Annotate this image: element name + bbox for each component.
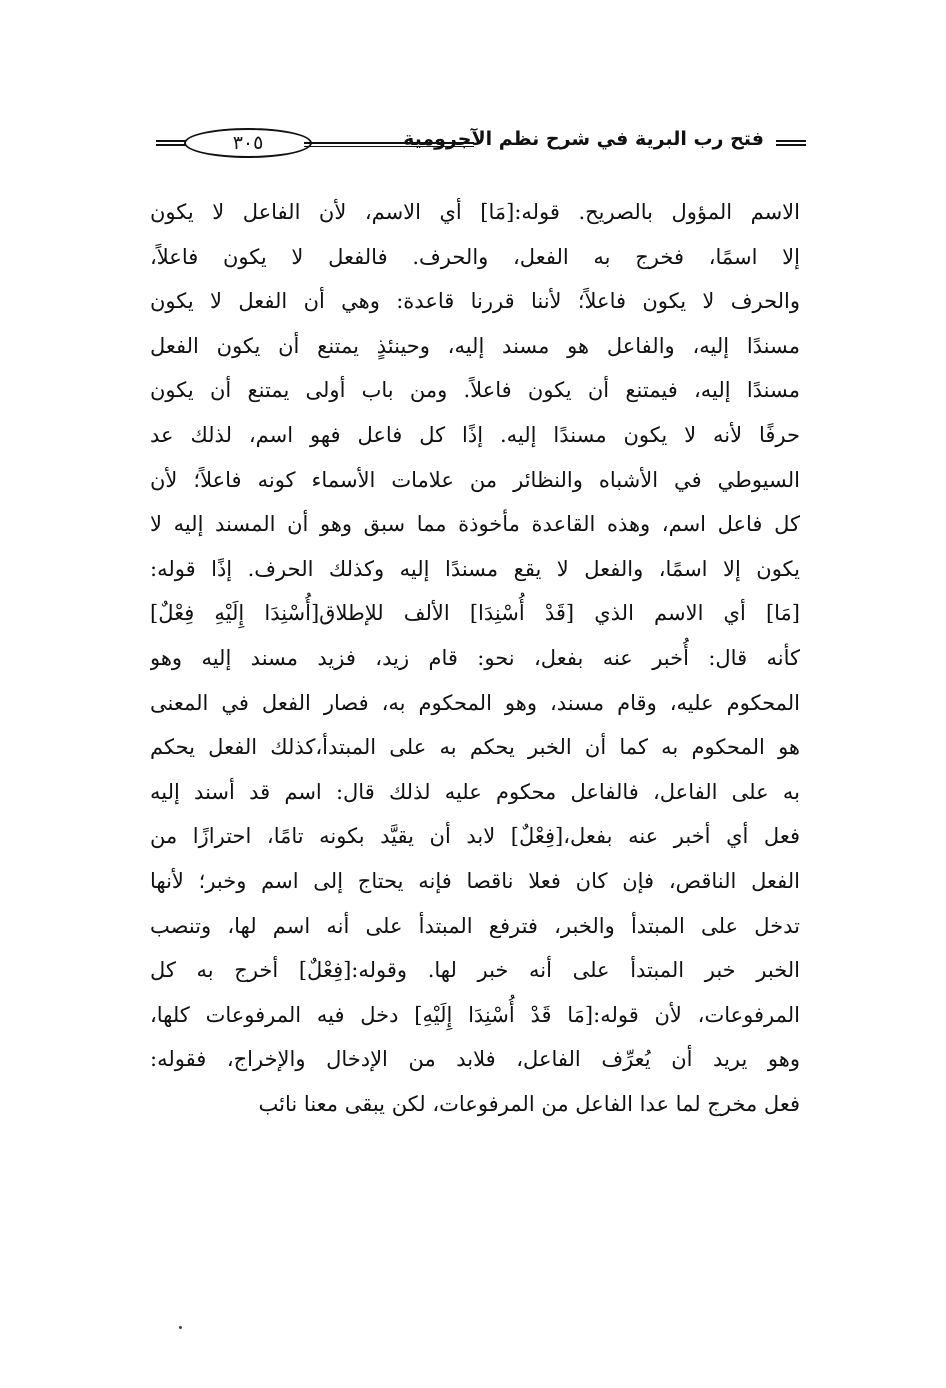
text-line: والحرف لا يكون فاعلاً؛ لأننا قررنا قاعدة: وهي أن الفعل لا يكون <box>150 289 800 314</box>
text-line: المحكوم عليه، وقام مسند، وهو المحكوم به، فصار الفعل في المعنى <box>150 690 800 715</box>
text-line: فعل مخرج لما عدا الفاعل من المرفوعات، لكن يبقى معنا نائب <box>258 1091 800 1116</box>
text-line: حرفًا لأنه لا يكون مسندًا إليه. إذًا كل فاعل فهو اسم، لذلك عد <box>150 422 800 447</box>
text-line: الاسم المؤول بالصريح. قوله:[مَا] أي الاسم، لأن الفاعل لا يكون <box>150 200 800 224</box>
text-line: إلا اسمًا، فخرج به الفعل، والحرف. فالفعل لا يكون فاعلاً، <box>150 244 800 269</box>
text-line: كل فاعل اسم، وهذه القاعدة مأخوذة مما سبق وهو أن المسند إليه لا <box>150 512 800 537</box>
text-line: مسندًا إليه، والفاعل هو مسند إليه، وحينئذٍ يمتنع أن يكون الفعل <box>150 333 800 358</box>
text-line: تدخل على المبتدأ والخبر، فترفع المبتدأ على أنه اسم لها، وتنصب <box>150 913 800 938</box>
text-line: وهو يريد أن يُعرِّف الفاعل، فلابد من الإدخال والإخراج، فقوله: <box>150 1047 800 1072</box>
page-number-frame <box>184 128 312 158</box>
text-line: [مَا] أي الاسم الذي [قَدْ أُسْنِدَا] الألف للإطلاق[أُسْنِدَا إِلَيْهِ فِعْلٌ] <box>150 601 800 626</box>
text-line: كأنه قال: أُخبر عنه بفعل، نحو: قام زيد، فزيد مسند إليه وهو <box>150 645 800 670</box>
running-header <box>156 126 806 162</box>
text-line: الفعل الناقص، فإن كان فعلا ناقصا فإنه يحتاج إلى اسم وخبر؛ لأنها <box>150 868 800 893</box>
text-line: مسندًا إليه، فيمتنع أن يكون فاعلاً. ومن باب أولى يمتنع أن يكون <box>150 378 800 403</box>
text-line: فعل أي أخبر عنه بفعل،[فِعْلٌ] لابد أن يقيَّد بكونه تامًا، احترازًا من <box>150 824 800 849</box>
header-ornament-right <box>776 140 806 146</box>
book-title: فتح رب البرية في شرح نظم الآجرومية <box>403 128 764 150</box>
text-line: المرفوعات، لأن قوله:[مَا قَدْ أُسْنِدَا إِلَيْهِ] دخل فيه المرفوعات كلها، <box>150 1002 800 1027</box>
scan-speck <box>179 1326 182 1329</box>
header-rule <box>304 142 474 147</box>
text-line: هو المحكوم به كما أن الخبر يحكم به على المبتدأ،كذلك الفعل يحكم <box>150 735 800 760</box>
page-number: ٣٠٥ <box>232 132 264 154</box>
text-line: به على الفاعل، فالفاعل محكوم عليه لذلك قال: اسم قد أسند إليه <box>150 779 800 804</box>
text-line: يكون إلا اسمًا، والفعل لا يقع مسندًا إليه وكذلك الحرف. إذًا قوله: <box>150 556 800 581</box>
text-line: الخبر خبر المبتدأ على أنه خبر لها. وقوله:[فِعْلٌ] أخرج به كل <box>150 958 800 983</box>
text-line: السيوطي في الأشباه والنظائر من علامات الأسماء كونه فاعلاً؛ لأن <box>150 467 800 492</box>
body-paragraph <box>150 190 800 1126</box>
header-ornament-left <box>156 140 186 146</box>
